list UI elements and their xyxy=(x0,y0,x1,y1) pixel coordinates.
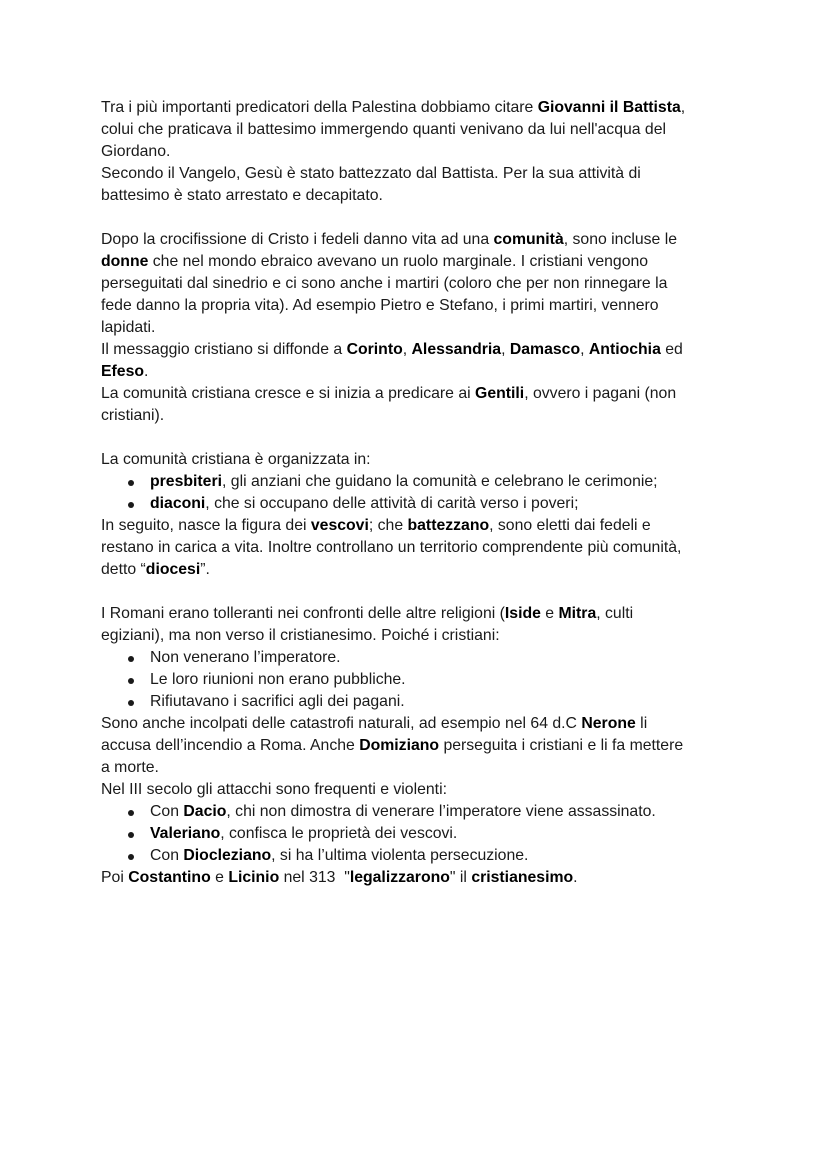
bold-text: Domiziano xyxy=(359,737,440,754)
text: ed xyxy=(660,341,683,358)
text-line xyxy=(101,537,741,559)
bullet-icon xyxy=(128,700,134,706)
text-line xyxy=(101,625,741,647)
bold-text: Nerone xyxy=(581,715,636,732)
bullet-icon xyxy=(128,480,134,486)
text-line xyxy=(101,603,741,625)
text: Il messaggio cristiano si diffonde a xyxy=(101,341,347,358)
bold-text: vescovi xyxy=(310,517,369,534)
bullet-icon xyxy=(128,678,134,684)
text: Rifiutavano i sacrifici agli dei pagani. xyxy=(150,693,405,710)
bold-text: Licinio xyxy=(228,869,280,886)
text-line xyxy=(101,273,741,295)
text: Le loro riunioni non erano pubbliche. xyxy=(150,671,406,688)
text: li xyxy=(635,715,648,732)
bold-text: Efeso xyxy=(101,363,145,380)
text-line xyxy=(101,251,741,273)
text: . xyxy=(144,363,149,380)
bullet-icon xyxy=(128,810,134,816)
bullet-item xyxy=(101,823,741,845)
text: Nel III secolo gli attacchi sono frequenti e violenti: xyxy=(101,781,447,798)
bold-text: cristianesimo xyxy=(471,869,574,886)
text: In seguito, nasce la figura dei xyxy=(101,517,311,534)
text: , xyxy=(402,341,412,358)
text-line xyxy=(101,361,741,383)
text-line xyxy=(101,141,741,163)
text-line xyxy=(101,163,741,185)
text: , confisca le proprietà dei vescovi. xyxy=(220,825,458,842)
text-line xyxy=(101,339,741,361)
text: che nel mondo ebraico avevano un ruolo marginale. I cristiani vengono xyxy=(148,253,649,270)
text: cristiani). xyxy=(101,407,165,424)
bold-text: Iside xyxy=(504,605,541,622)
bold-text: Dacio xyxy=(183,803,227,820)
text-line xyxy=(101,317,741,339)
text: colui che praticava il battesimo immergendo quanti venivano da lui nell'acqua del xyxy=(101,121,667,138)
text-line xyxy=(101,867,741,889)
bold-text: Diocleziano xyxy=(183,847,272,864)
bold-text: comunità xyxy=(493,231,564,248)
text: nel 313 " xyxy=(279,869,350,886)
blank-line xyxy=(101,207,741,229)
bold-text: battezzano xyxy=(407,517,490,534)
text: e xyxy=(210,869,229,886)
text: , ovvero i pagani (non xyxy=(524,385,677,402)
text: , chi non dimostra di venerare l’imperatore viene assassinato. xyxy=(226,803,656,820)
text: , culti xyxy=(596,605,634,622)
text: lapidati. xyxy=(101,319,156,336)
bold-text: diocesi xyxy=(145,561,201,578)
text: La comunità cristiana è organizzata in: xyxy=(101,451,371,468)
bullet-item xyxy=(101,691,741,713)
text: Sono anche incolpati delle catastrofi naturali, ad esempio nel 64 d.C xyxy=(101,715,582,732)
bold-text: Valeriano xyxy=(150,825,221,842)
bold-text: Mitra xyxy=(558,605,597,622)
text-line xyxy=(101,515,741,537)
bold-text: Giovanni il Battista xyxy=(537,99,681,116)
text: , sono incluse le xyxy=(563,231,678,248)
text: ”. xyxy=(200,561,210,578)
bullet-icon xyxy=(128,832,134,838)
text: Con xyxy=(150,803,184,820)
text: , xyxy=(580,341,589,358)
text: battesimo è stato arrestato e decapitato. xyxy=(101,187,383,204)
text-line xyxy=(101,449,741,471)
bullet-icon xyxy=(128,854,134,860)
text-line xyxy=(101,97,741,119)
text: , gli anziani che guidano la comunità e celebrano le cerimonie; xyxy=(222,473,658,490)
document-body xyxy=(101,97,741,889)
bold-text: Gentili xyxy=(475,385,525,402)
text: fede danno la propria vita). Ad esempio Pietro e Stefano, i primi martiri, vennero xyxy=(101,297,659,314)
text: Dopo la crocifissione di Cristo i fedeli danno vita ad una xyxy=(101,231,494,248)
text: I Romani erano tolleranti nei confronti delle altre religioni ( xyxy=(101,605,505,622)
text: Secondo il Vangelo, Gesù è stato battezzato dal Battista. Per la sua attività di xyxy=(101,165,641,182)
bold-text: Alessandria xyxy=(411,341,502,358)
text-line xyxy=(101,185,741,207)
text: ; che xyxy=(368,517,408,534)
bullet-item xyxy=(101,669,741,691)
text: , sono eletti dai fedeli e xyxy=(489,517,651,534)
text: accusa dell’incendio a Roma. Anche xyxy=(101,737,360,754)
text-line xyxy=(101,757,741,779)
text: . xyxy=(573,869,578,886)
text: perseguita i cristiani e li fa mettere xyxy=(439,737,684,754)
text-line xyxy=(101,735,741,757)
bullet-icon xyxy=(128,502,134,508)
bullet-icon xyxy=(128,656,134,662)
text: detto “ xyxy=(101,561,146,578)
text: Tra i più importanti predicatori della Palestina dobbiamo citare xyxy=(101,99,538,116)
bold-text: Corinto xyxy=(346,341,403,358)
text-line xyxy=(101,119,741,141)
bold-text: diaconi xyxy=(150,495,206,512)
blank-line xyxy=(101,427,741,449)
text: egiziani), ma non verso il cristianesimo. Poiché i cristiani: xyxy=(101,627,500,644)
text: perseguitati dal sinedrio e ci sono anche i martiri (coloro che per non rinnegare la xyxy=(101,275,668,292)
text: " il xyxy=(449,869,472,886)
text-line xyxy=(101,713,741,735)
text-line xyxy=(101,779,741,801)
text-line xyxy=(101,229,741,251)
bold-text: presbiteri xyxy=(150,473,222,490)
bullet-item xyxy=(101,493,741,515)
bold-text: Antiochia xyxy=(588,341,661,358)
text: a morte. xyxy=(101,759,159,776)
bullet-item xyxy=(101,647,741,669)
text: Giordano. xyxy=(101,143,171,160)
text: e xyxy=(540,605,559,622)
bullet-item xyxy=(101,801,741,823)
text: , xyxy=(680,99,686,116)
text: , che si occupano delle attività di carità verso i poveri; xyxy=(205,495,579,512)
text-line xyxy=(101,295,741,317)
blank-line xyxy=(101,581,741,603)
text: , si ha l’ultima violenta persecuzione. xyxy=(271,847,529,864)
text: La comunità cristiana cresce e si inizia a predicare ai xyxy=(101,385,476,402)
text-line xyxy=(101,559,741,581)
bullet-item xyxy=(101,471,741,493)
bold-text: donne xyxy=(101,253,149,270)
bold-text: legalizzarono xyxy=(349,869,450,886)
text: Con xyxy=(150,847,184,864)
bold-text: Damasco xyxy=(509,341,581,358)
text-line xyxy=(101,405,741,427)
text: Non venerano l’imperatore. xyxy=(150,649,341,666)
text-line xyxy=(101,383,741,405)
bullet-item xyxy=(101,845,741,867)
text: restano in carica a vita. Inoltre controllano un territorio comprendente più comunità, xyxy=(101,539,682,556)
bold-text: Costantino xyxy=(128,869,211,886)
text: , xyxy=(501,341,510,358)
text: Poi xyxy=(101,869,129,886)
